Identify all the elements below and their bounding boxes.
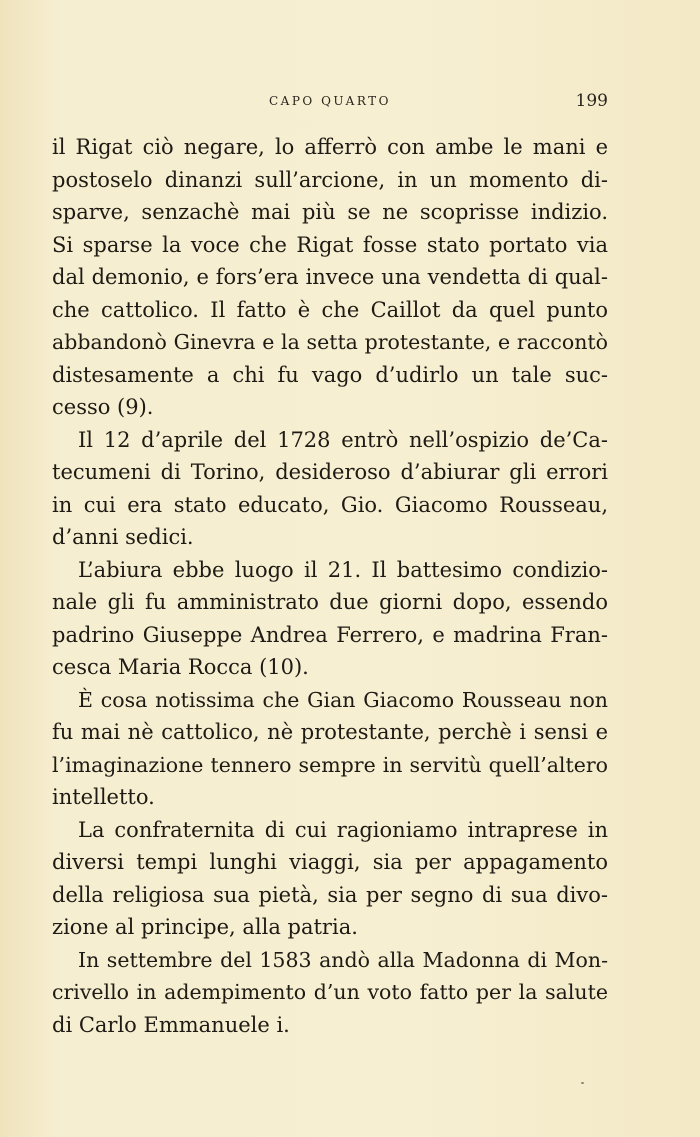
running-head: CAPO QUARTO — [269, 94, 391, 108]
page-number: 199 — [575, 91, 608, 111]
text-line: sparve, senzachè mai più se ne scoprisse indizio. — [52, 200, 608, 224]
text-line: zione al principe, alla patria. — [52, 915, 358, 939]
text-line: l’imaginazione tennero sempre in servitù quell’altero — [52, 752, 608, 777]
text-line: che cattolico. Il fatto è che Caillot da quel punto — [52, 297, 608, 322]
text-line: diversi tempi lunghi viaggi, sia per appagamento — [52, 850, 608, 874]
text-line: dal demonio, e fors’era invece una vendetta di qual- — [52, 265, 608, 289]
text-line: il Rigat ciò negare, lo afferrò con ambe le mani e — [52, 135, 608, 159]
text-line: distesamente a chi fu vago d’udirlo un tale suc- — [52, 362, 608, 387]
text-line: cesca Maria Rocca (10). — [52, 655, 309, 679]
page-header — [52, 91, 608, 114]
text-line: intelletto. — [52, 785, 155, 809]
paper-speck — [581, 1082, 584, 1084]
text-line: cesso (9). — [52, 395, 154, 419]
text-line: crivello in adempimento d’un voto fatto per la salute — [52, 980, 608, 1004]
body-text — [52, 131, 608, 1041]
text-line: postoselo dinanzi sull’arcione, in un momento di- — [52, 167, 608, 192]
text-line: padrino Giuseppe Andrea Ferrero, e madrina Fran- — [52, 622, 608, 647]
text-line: Si sparse la voce che Rigat fosse stato portato via — [52, 232, 608, 257]
text-line: abbandonò Ginevra e la setta protestante, e raccontò — [52, 330, 608, 354]
text-line: La confraternita di cui ragioniamo intraprese in — [78, 817, 608, 842]
text-line: della religiosa sua pietà, sia per segno di sua divo- — [52, 882, 608, 907]
text-line: fu mai nè cattolico, nè protestante, perchè i sensi e — [52, 720, 608, 744]
text-line: Il 12 d’aprile del 1728 entrò nell’ospizio de’Ca- — [78, 427, 608, 452]
text-line: L’abiura ebbe luogo il 21. Il battesimo condizio- — [78, 557, 608, 582]
text-line: tecumeni di Torino, desideroso d’abiurar gli errori — [52, 460, 608, 484]
text-line: in cui era stato educato, Gio. Giacomo Rousseau, — [52, 492, 608, 517]
text-line: nale gli fu amministrato due giorni dopo, essendo — [52, 590, 608, 614]
text-line: d’anni sedici. — [52, 525, 194, 549]
text-line: In settembre del 1583 andò alla Madonna di Mon- — [78, 947, 608, 972]
text-line: di Carlo Emmanuele i. — [52, 1012, 290, 1037]
text-line: È cosa notissima che Gian Giacomo Rousseau non — [78, 687, 608, 712]
